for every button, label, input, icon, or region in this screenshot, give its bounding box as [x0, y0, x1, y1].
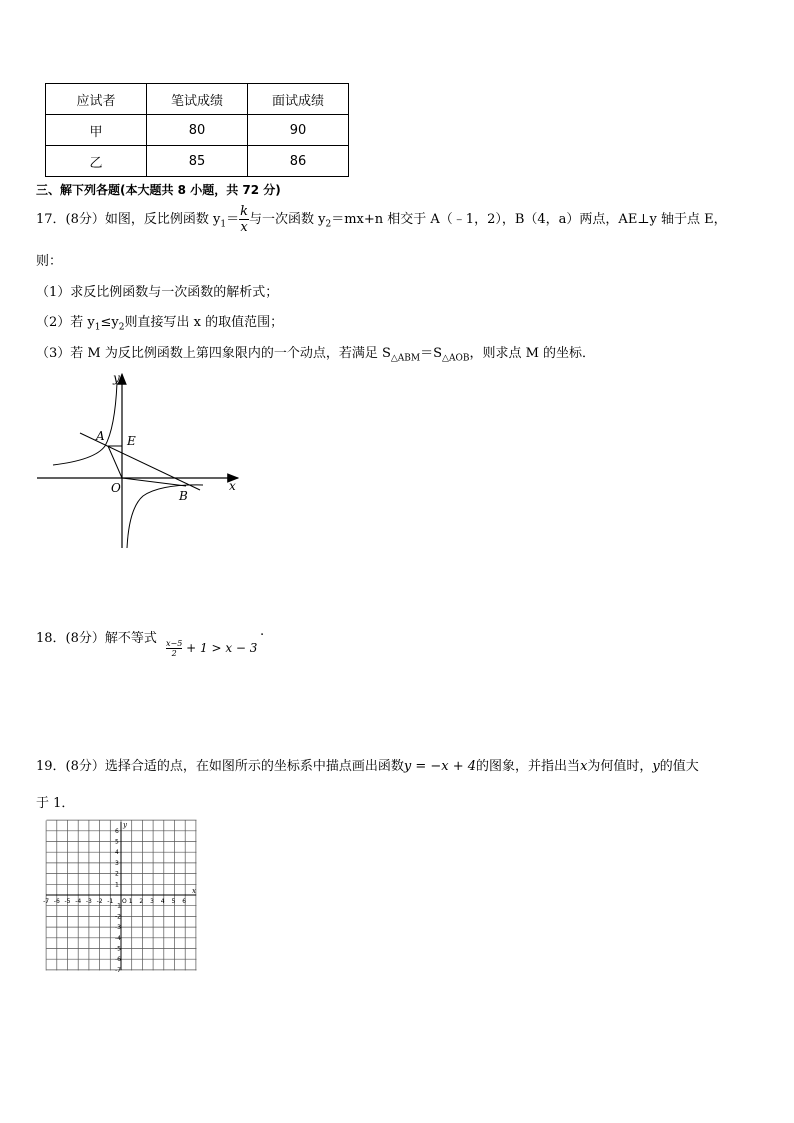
q18-stem	[36, 627, 157, 646]
label-b: B	[179, 489, 188, 503]
grid-x-tick: 3	[150, 898, 154, 905]
q17-part3	[36, 342, 595, 364]
q17-part3-a: （3）若 M 为反比例函数上第四象限内的一个动点，若满足 S	[36, 346, 391, 361]
q19-stem	[36, 755, 699, 774]
q17-part3-b: ＝S	[420, 346, 443, 361]
table-row	[46, 146, 349, 177]
score-table	[45, 83, 349, 177]
q18-expr: + 1 > x − 3	[186, 641, 258, 655]
q17-part3-c: ，则求点 M 的坐标．	[469, 346, 596, 361]
q19-end: 的值大	[659, 759, 699, 774]
hyperbola-q2	[53, 383, 117, 465]
q17-fraction	[239, 204, 249, 235]
q18-inequality	[166, 639, 257, 658]
table-cell: 90	[248, 115, 349, 146]
grid-y-tick: -4	[115, 934, 121, 942]
grid-y-tick: -3	[115, 924, 121, 932]
q19-mid: 的图象，并指出当	[476, 759, 581, 774]
grid-x-tick: 5	[171, 898, 176, 905]
table-cell: 80	[147, 115, 248, 146]
grid-y-tick: 4	[115, 849, 119, 857]
q17-eq: ＝	[226, 212, 240, 227]
q17-part2	[36, 311, 283, 333]
grid-x-tick: 2	[139, 898, 144, 905]
frac-num: k	[240, 204, 249, 219]
q18-frac-den: 2	[171, 649, 177, 658]
q17-sub1: 1	[220, 219, 227, 230]
hyperbola-q4	[127, 485, 203, 548]
label-o: O	[111, 481, 121, 495]
grid-x-tick: -7	[43, 898, 50, 905]
grid-y-tick: 5	[115, 838, 119, 846]
grid-x-tick: O	[122, 898, 127, 905]
label-a: A	[96, 429, 105, 443]
table-cell: 甲	[46, 115, 147, 146]
q17-part2-a: （2）若 y	[36, 315, 95, 330]
q17-part3-sub2: △AOB	[442, 353, 470, 364]
grid-x-tick: -6	[53, 898, 60, 905]
table-cell: 86	[248, 146, 349, 177]
grid-x-tick: 4	[160, 898, 165, 905]
q19-cont: 于 1．	[36, 796, 75, 811]
label-y: y	[113, 371, 120, 385]
q18-prefix: 18．(8分）解不等式	[36, 631, 157, 646]
q19-coordinate-grid	[43, 820, 198, 974]
grid-x-tick: -5	[64, 898, 71, 905]
grid-x-tick: -4	[75, 898, 82, 905]
table-cell: 85	[147, 146, 248, 177]
grid-x-tick: -1	[107, 898, 114, 905]
q19-prefix: 19．(8分）选择合适的点，在如图所示的坐标系中描点画出函数	[36, 759, 404, 774]
label-e: E	[127, 434, 136, 448]
q19-xvar: x	[580, 759, 588, 774]
q17-cont: 则：	[36, 254, 63, 269]
grid-y-label: y	[123, 821, 127, 829]
grid-y-tick: -5	[115, 945, 121, 953]
grid-y-tick: -7	[115, 966, 121, 974]
frac-den: x	[240, 220, 248, 235]
table-header-cell: 笔试成绩	[147, 84, 248, 115]
section-title: 三、解下列各题(本大题共 8 小题，共 72 分)	[36, 183, 281, 197]
grid-y-tick: -2	[115, 913, 121, 921]
grid-y-tick: -1	[115, 902, 121, 910]
grid-x-tick: -3	[85, 898, 92, 905]
table-header-row	[46, 84, 349, 115]
q17-part2-sub2: 2	[118, 322, 125, 333]
q19-function: y = −x + 4	[403, 759, 477, 774]
q18-period: .	[260, 624, 265, 639]
table-row	[46, 115, 349, 146]
grid-y-tick: 1	[115, 881, 119, 889]
q17-figure	[35, 368, 245, 553]
grid-x-label: x	[192, 887, 196, 895]
grid-y-tick: 2	[115, 870, 119, 878]
segment-oa	[108, 446, 122, 478]
table-header-cell: 面试成绩	[248, 84, 349, 115]
q17-part2-sub1: 1	[94, 322, 101, 333]
q17-mid: 与一次函数 y	[249, 212, 326, 227]
grid-y-tick: 3	[115, 859, 119, 867]
label-x: x	[229, 479, 236, 493]
grid-y-tick: -6	[115, 956, 121, 964]
q17-rest: ＝mx+n 相交于 A（﹣1，2），B（4，a）两点，AE⊥y 轴于点 E，	[331, 212, 727, 227]
q17-part2-b: ≤y	[100, 315, 119, 330]
grid-x-tick: 6	[182, 898, 187, 905]
q17-part1: （1）求反比例函数与一次函数的解析式；	[36, 285, 279, 300]
q19-mid2: 为何值时，	[587, 759, 653, 774]
grid-y-tick: 6	[115, 827, 119, 835]
table-header-cell: 应试者	[46, 84, 147, 115]
q18-frac-num: x−5	[166, 639, 183, 648]
q17-part2-c: 则直接写出 x 的取值范围；	[124, 315, 284, 330]
q17-part3-sub1: △ABM	[390, 353, 421, 364]
grid-x-tick: 1	[128, 898, 133, 905]
q17-prefix: 17．(8分）如图，反比例函数 y	[36, 212, 221, 227]
q19-yvar: y	[652, 759, 660, 774]
q18-fraction	[166, 639, 182, 658]
q17-sub2: 2	[325, 219, 332, 230]
grid-x-tick: -2	[96, 898, 103, 905]
table-cell: 乙	[46, 146, 147, 177]
q17-stem	[36, 204, 727, 235]
